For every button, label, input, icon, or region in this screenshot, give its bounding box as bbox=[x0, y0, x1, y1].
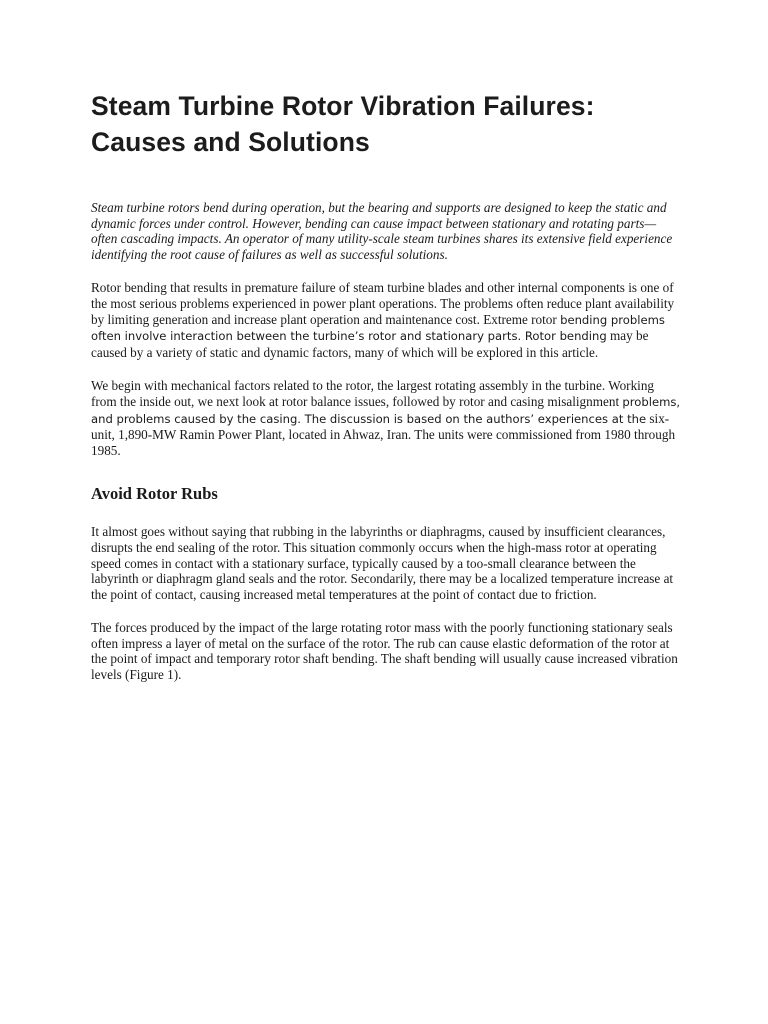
paragraph-2-text-b: problems, and problems caused by the casing. The discussion is based on the authors’ experiences at the bbox=[91, 394, 681, 426]
section-heading: Avoid Rotor Rubs bbox=[91, 484, 218, 504]
intro-paragraph: Steam turbine rotors bend during operation, but the bearing and supports are designed to keep the static and dynamic forces under control. However, bending can cause impact between stationary and rotating parts—often cascading impacts. An operator of many utility-scale steam turbines shares its extensive field experience identifying the root cause of failures as well as successful solutions. bbox=[91, 200, 673, 262]
paragraph-1-text-a: Rotor bending that results in premature failure of steam turbine blades and other internal components is one of the most serious problems experienced in power plant operations. The problems often reduce plant availability by limiting generation and increase plant operation and maintenance cost. Extreme rotor bbox=[91, 280, 675, 327]
paragraph-2-text-a: We begin with mechanical factors related to the rotor, the largest rotating assembly in the turbine. Working from the inside out, we next look at rotor balance issues, followed by rotor and casing misalignment bbox=[91, 378, 655, 409]
body-paragraph-3: It almost goes without saying that rubbing in the labyrinths or diaphragms, caused by insufficient clearances, disrupts the end sealing of the rotor. This situation commonly occurs when the high-mass rotor at operating speed comes in contact with a stationary surface, typically caused by a too-small clearance between the labyrinth or diaphragm gland seals and the rotor. Secondarily, there may be a localized temperature increase at the point of contact, causing increased metal temperatures at the point of contact due to friction. bbox=[91, 524, 674, 602]
paragraph-2-text-c: six-unit, 1,890-MW Ramin Power Plant, located in Ahwaz, Iran. The units were commissioned from 1980 through 1985. bbox=[91, 410, 676, 458]
paragraph-1-text-c: may be caused by a variety of static and dynamic factors, many of which will be explored in this article. bbox=[91, 328, 649, 360]
body-paragraph-2 bbox=[91, 378, 681, 458]
body-paragraph-1 bbox=[91, 280, 681, 360]
body-paragraph-4: The forces produced by the impact of the large rotating rotor mass with the poorly functioning stationary seals often impress a layer of metal on the surface of the rotor. The rub can cause elastic deformation of the rotor at the point of impact and temporary rotor shaft bending. The shaft bending will usually cause increased vibration levels (Figure 1). bbox=[91, 620, 678, 683]
document-page bbox=[91, 88, 681, 683]
paragraph-1-text-b: bending problems often involve interaction between the turbine’s rotor and stationary parts. Rotor bending bbox=[91, 312, 665, 344]
document-title: Steam Turbine Rotor Vibration Failures: Causes and Solutions bbox=[91, 91, 595, 157]
